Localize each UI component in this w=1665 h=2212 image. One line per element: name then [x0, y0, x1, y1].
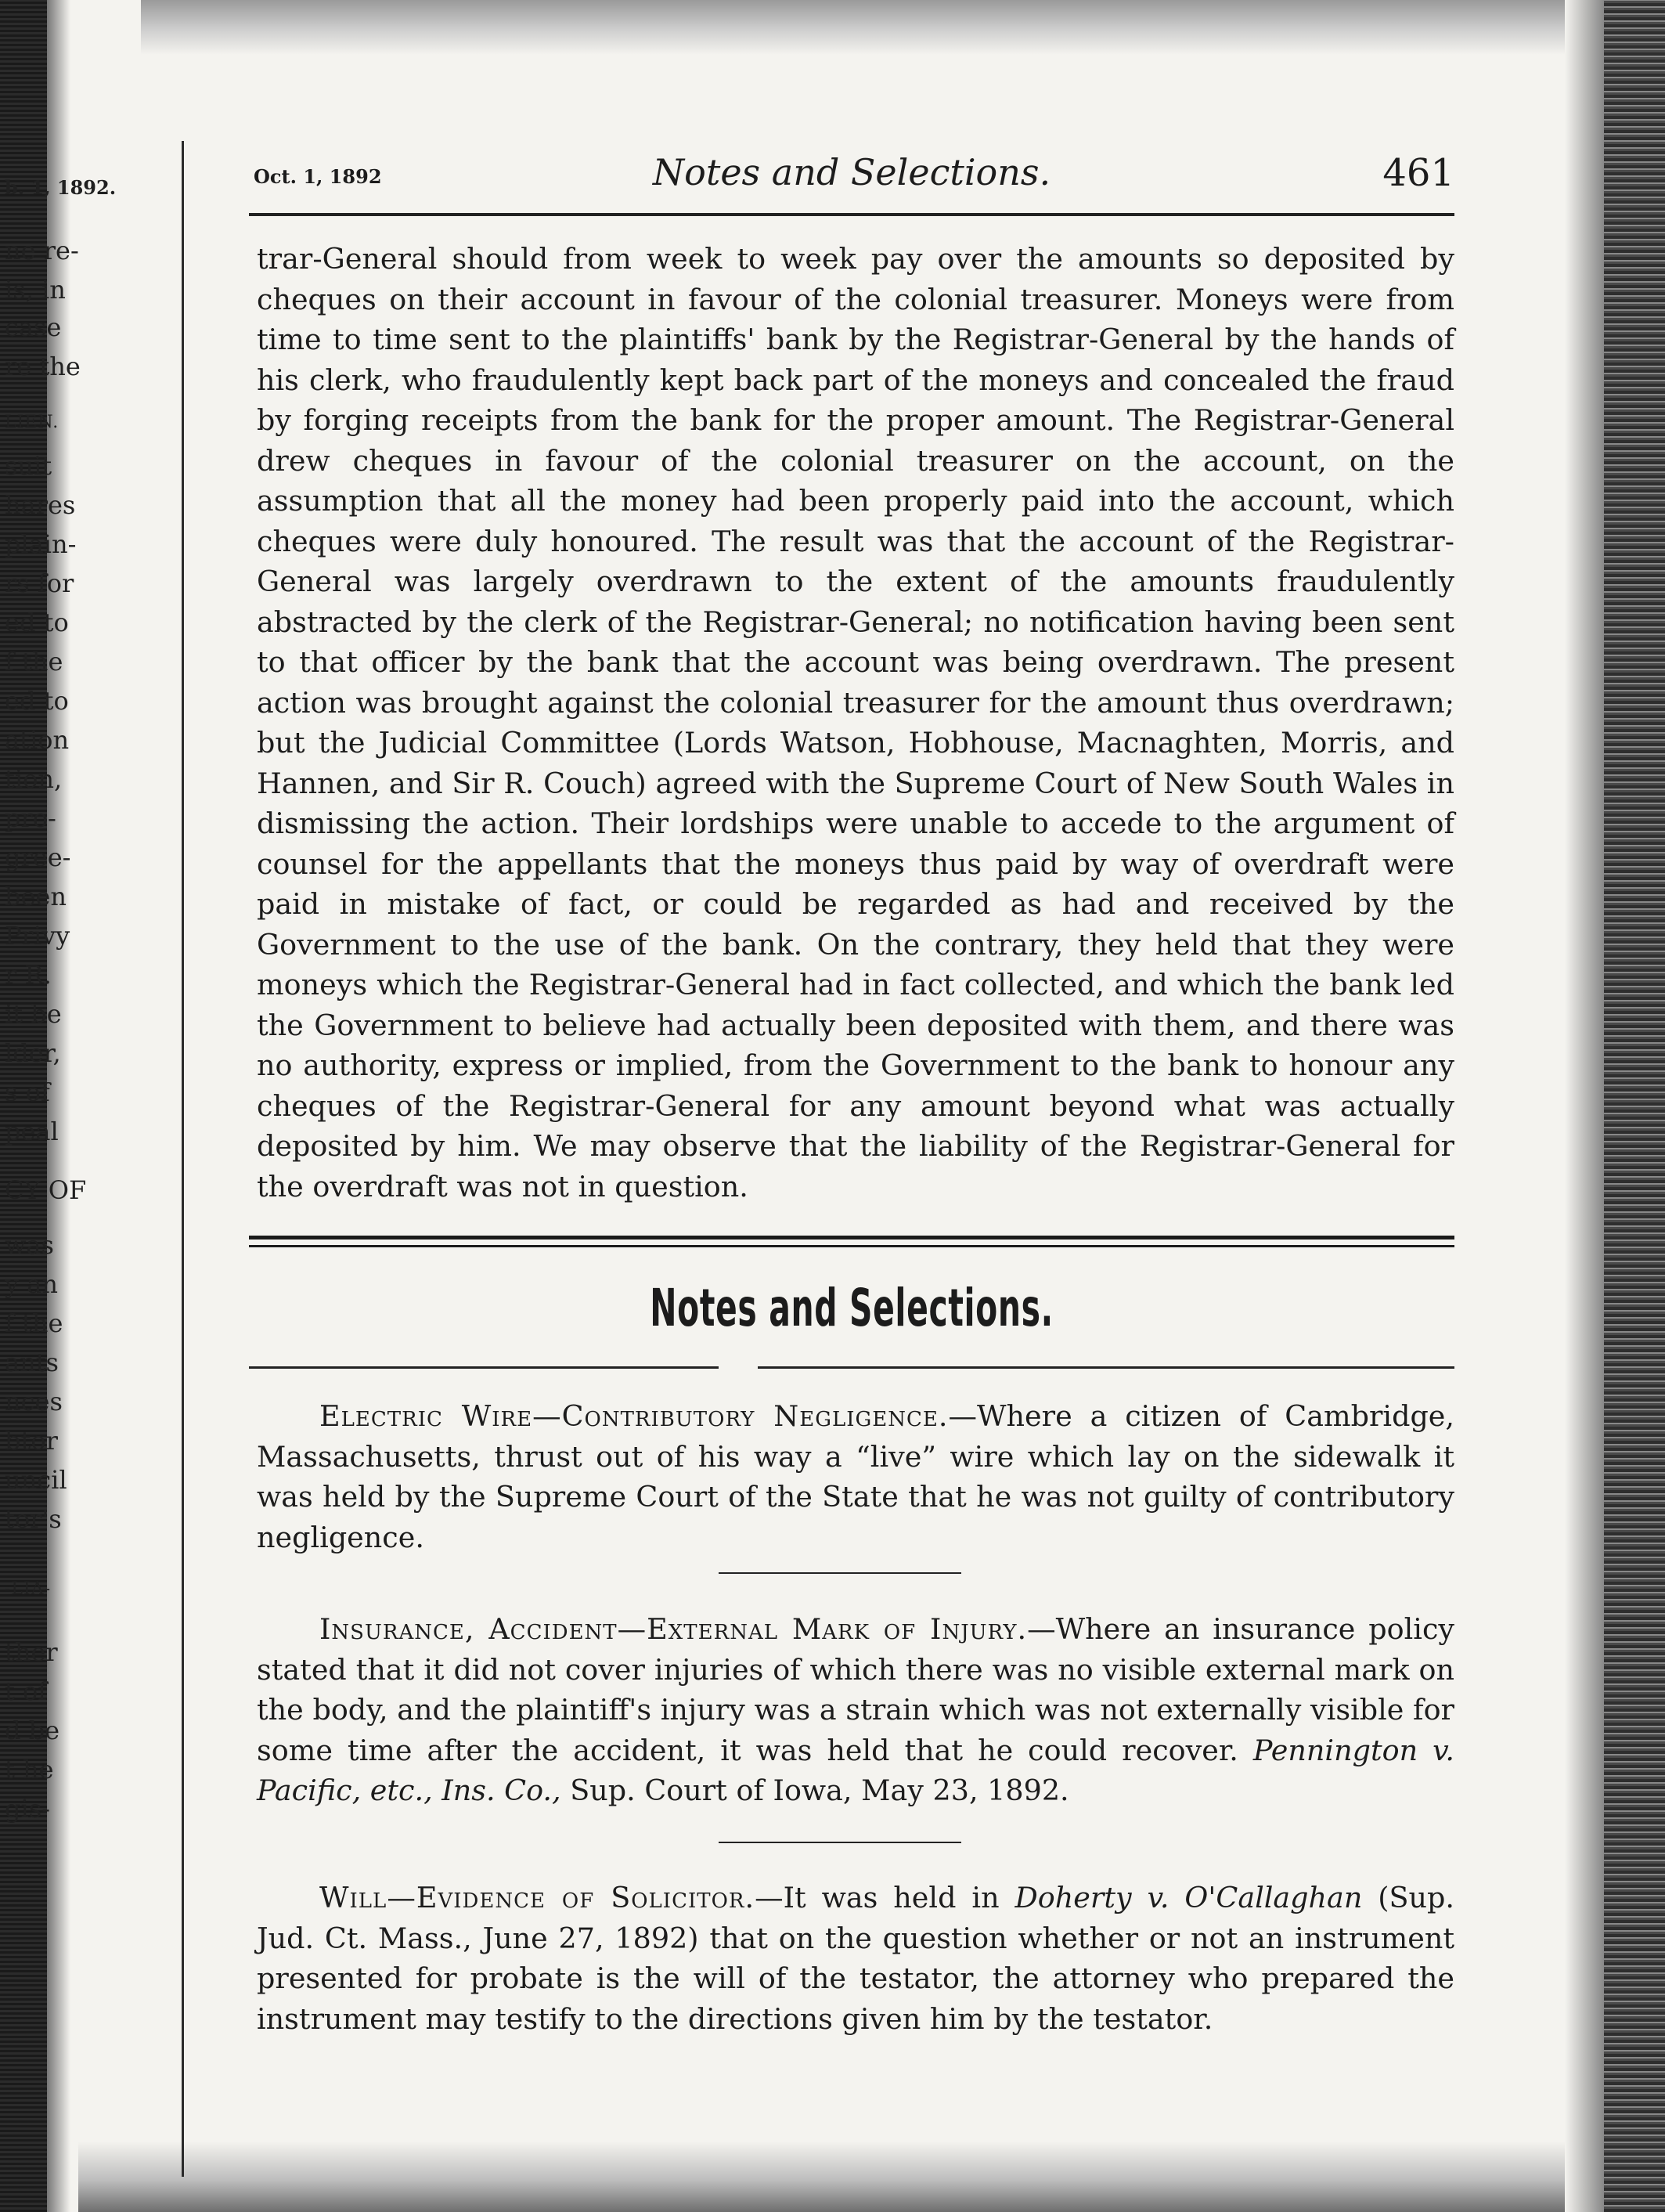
- page-number: 461: [1382, 151, 1454, 195]
- page-gutter: [182, 141, 184, 2177]
- adjacent-header: b. 1, 1892.: [5, 176, 117, 199]
- heading-rule-left: [249, 1366, 719, 1369]
- adjacent-line-fragment: y an: [5, 1269, 58, 1299]
- section-heading: Notes and Selections.: [650, 1278, 1054, 1338]
- adjacent-line-fragment: btor: [5, 1426, 58, 1456]
- note-text: —Where a citizen of Cambridge, Massachusetts, thrust out of his way a “live” wire which lay on the sidewalk it was held by the Supreme Court of the State that he was not guilty of contributory negligence.: [257, 1399, 1455, 1554]
- adjacent-line-fragment: uncil: [5, 1465, 67, 1495]
- adjacent-line-fragment: s of: [5, 1077, 50, 1107]
- note-heading: Electric Wire—Contributory Negligence.: [319, 1399, 949, 1433]
- adjacent-line-fragment: -LIA-: [5, 1579, 52, 1599]
- adjacent-line-fragment: rs for: [5, 568, 74, 598]
- adjacent-line-fragment: gree-: [5, 843, 71, 872]
- running-title: Notes and Selections.: [652, 151, 1051, 193]
- note-text: —It was held in: [755, 1881, 1015, 1914]
- adjacent-line-fragment: was: [5, 1230, 54, 1260]
- adjacent-line-fragment: plain-: [5, 529, 77, 559]
- adjacent-line-fragment: f the: [5, 1308, 63, 1338]
- note-text: —Where an insurance policy stated that it did not cover injuries of which there was no visible external mark on the body, and the plaintiff's injury was a strain which was not externally visible for some time after the accident, it was held that he could recover.: [257, 1612, 1455, 1767]
- adjacent-line-fragment: ed to: [5, 686, 69, 716]
- adjacent-line-fragment: ne re-: [5, 236, 79, 265]
- adjacent-line-fragment: t he: [5, 1755, 54, 1784]
- adjacent-line-fragment: LIEN.: [5, 413, 59, 432]
- adjacent-line-fragment: ation: [5, 725, 70, 755]
- adjacent-line-fragment: d be: [5, 1716, 60, 1745]
- article-paragraph: trar-General should from week to week pay over the amounts so deposited by cheques on their account in favour of the colonial treasurer. Moneys were from time to time sent to the plaintiffs' bank by the Registrar-General by the hands of his clerk, who fraudulently kept back part of the moneys and concealed the fraud by forging receipts from the bank for the proper amount. The Registrar-General drew cheques in favour of the colonial treasurer on the account, on the assumption that all the money had been properly paid into the account, which cheques were duly honoured. The result was that the account of the Registrar-General was largely overdrawn to the extent of the amounts fraudulently abstracted by the clerk of the Registrar-General; no notification having been sent to that officer by the bank that the account was being overdrawn. The present action was brought against the colonial treasurer for the amount thus overdrawn; but the Judicial Committee (Lords Watson, Hobhouse, Macnaghten, Morris, and Hannen, and Sir R. Couch) agreed with the Supreme Court of New South Wales in dismissing the action. Their lordships were unable to accede to the argument of counsel for the appellants that the moneys thus paid by way of overdraft were paid in mistake of fact, or could be regarded as had and received by the Government to the use of the bank. On the contrary, they held that they were moneys which the Registrar-General had in fact collected, and which the bank led the Government to believe had actually been deposited with them, and there was no authority, express or implied, from the Government to the bank to honour any cheques of the Registrar-General for any amount beyond what was actually deposited by him. We may observe that the liability of the Registrar-General for the overdraft was not in question.: [257, 242, 1454, 1203]
- adjacent-line-fragment: ther: [5, 1637, 58, 1667]
- case-citation: Sup. Court of Iowa, May 23, 1892.: [560, 1774, 1069, 1807]
- adjacent-line-fragment: gis-: [5, 1794, 50, 1824]
- adjacent-line-fragment: pro-: [5, 803, 56, 833]
- note-separator: [719, 1572, 961, 1574]
- continued-article: [257, 239, 1454, 1207]
- adjacent-line-fragment: been: [5, 882, 67, 911]
- adjacent-line-fragment: nces: [5, 1387, 63, 1416]
- case-name: Doherty v. O'Callaghan: [1014, 1881, 1363, 1914]
- adjacent-line-fragment: ed to: [5, 608, 69, 637]
- scan-edge-right: [1604, 0, 1665, 2212]
- header-rule: [249, 213, 1454, 216]
- adjacent-line-fragment: CY OF: [5, 1175, 87, 1205]
- document-page: [249, 0, 1454, 2212]
- adjacent-line-fragment: case: [5, 312, 62, 342]
- adjacent-line-fragment: tor's: [5, 1504, 62, 1534]
- adjacent-line-fragment: ants: [5, 1348, 59, 1377]
- heading-rule-right: [758, 1366, 1454, 1369]
- issue-date: Oct. 1, 1892: [254, 165, 382, 188]
- note-electric-wire: [257, 1396, 1454, 1557]
- running-head: [249, 145, 1454, 195]
- note-insurance-accident: [257, 1609, 1454, 1811]
- note-heading: Will—Evidence of Solicitor.: [319, 1881, 755, 1914]
- note-text: (Sup. Jud. Ct. Mass., June 27, 1892) that on the question whether or not an instrument presented for probate is the will of the testator, the attorney who prepared the instrument may testify to the directions given him by the testator.: [257, 1881, 1455, 2036]
- adjacent-line-fragment: peal: [5, 1117, 59, 1146]
- adjacent-line-fragment: f the: [5, 647, 63, 677]
- adjacent-line-fragment: lder,: [5, 1038, 61, 1068]
- adjacent-line-fragment: it be: [5, 999, 62, 1029]
- adjacent-line-fragment: suit: [5, 451, 52, 481]
- note-separator: [719, 1842, 961, 1843]
- note-heading: Insurance, Accident—External Mark of Injury.: [319, 1612, 1028, 1646]
- adjacent-line-fragment: is, in: [5, 275, 66, 305]
- section-divider-thin: [249, 1245, 1454, 1247]
- scan-edge-right-shadow: [1565, 0, 1604, 2212]
- adjacent-line-fragment: Privy: [5, 921, 70, 951]
- adjacent-line-fragment: hares: [5, 490, 76, 520]
- case-name: Pennington v. Pacific, etc., Ins. Co.,: [257, 1733, 1454, 1807]
- adjacent-line-fragment: r R.: [5, 960, 52, 990]
- adjacent-line-fragment: t of: [5, 1676, 48, 1706]
- adjacent-line-fragment: tion,: [5, 764, 63, 794]
- adjacent-line-fragment: re the: [5, 352, 81, 381]
- note-will-evidence: [257, 1878, 1454, 2039]
- section-divider: [249, 1236, 1454, 1240]
